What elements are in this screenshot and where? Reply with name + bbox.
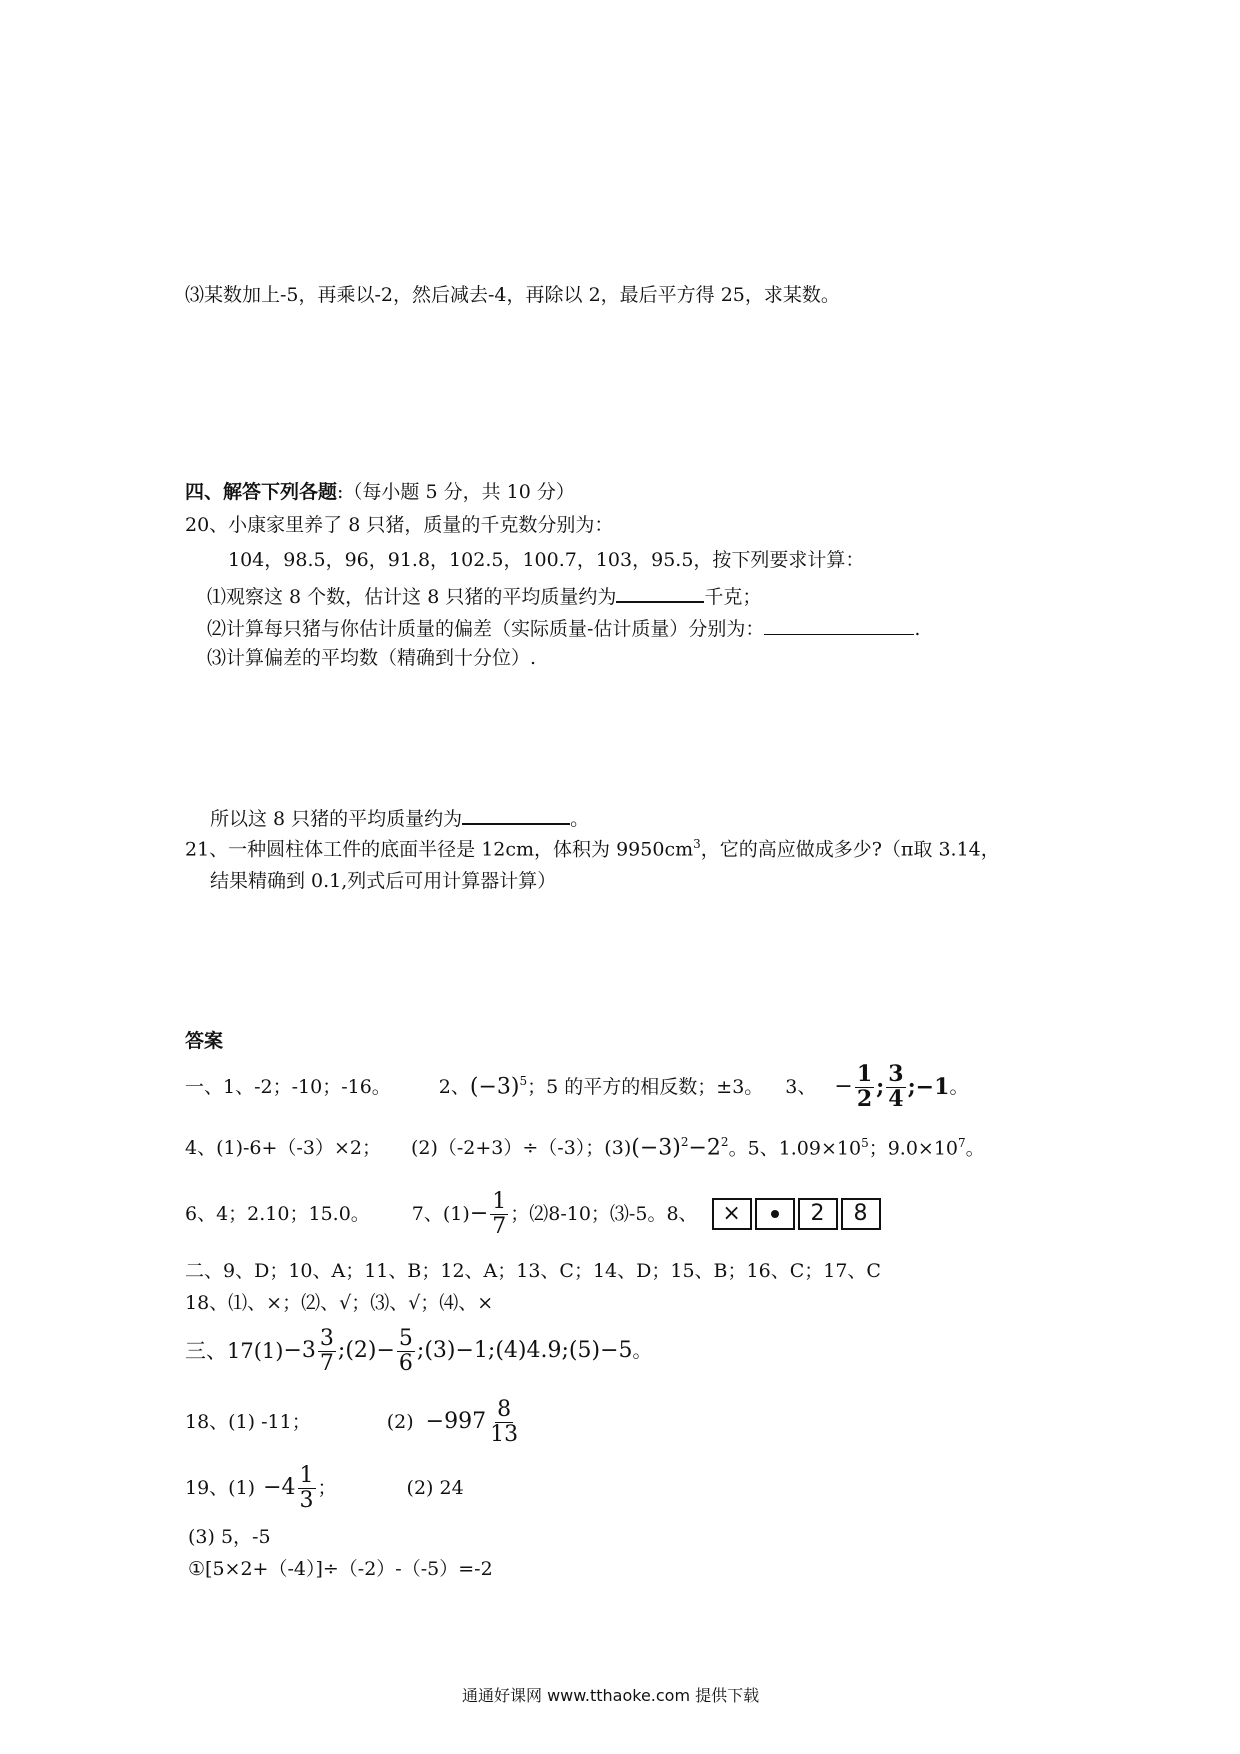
answer-18-2-fraction: $\frac{8}{13}$ — [490, 1397, 519, 1447]
answer-19-1-semi: ； — [317, 1476, 337, 1499]
answer-19-2: (2) 24 — [406, 1476, 464, 1499]
answer-7-fraction: $\frac{1}{7}$ — [492, 1189, 507, 1239]
question-20-part1 — [207, 583, 761, 607]
answer-18-judgement: 18、⑴、×；⑵、√；⑶、√；⑷、× — [185, 1292, 494, 1314]
answer-17-end: 。 — [632, 1339, 652, 1362]
question-20-data: 104，98.5，96，91.8，102.5，100.7，103，95.5，按下列要求计算： — [228, 549, 865, 571]
answer-4-expr: $(-3)^2-2^2$ — [631, 1135, 729, 1161]
key-multiply: × — [712, 1198, 752, 1230]
answer-18-1: 18、(1) -11； — [185, 1410, 311, 1433]
answer-1: 一、1、-2；-10；-16。 — [185, 1075, 391, 1098]
answer-3-fraction-1: $\frac{1}{2}$ — [856, 1061, 873, 1112]
answer-17-label: 三、17(1) — [185, 1338, 284, 1363]
answer-19-3: (3) 5，-5 — [188, 1526, 271, 1548]
answer-17-1-int: −3 — [283, 1338, 316, 1363]
answer-3-tail: ;−1 — [907, 1074, 950, 1100]
key-2: 2 — [798, 1198, 838, 1230]
answer-section-3 — [185, 1322, 652, 1380]
answer-19-1-int: −4 — [263, 1475, 296, 1500]
q21-text-a: 21、一种圆柱体工件的底面半径是 12cm，体积为 9950cm — [185, 838, 694, 861]
answer-7-label: 7、(1) — [411, 1202, 470, 1225]
answer-19-1-label: 19、(1) — [185, 1476, 256, 1499]
question-19-3: ⑶某数加上-5，再乘以-2，然后减去-4，再除以 2，最后平方得 25，求某数。 — [185, 284, 840, 306]
answer-18-2-label: (2) — [386, 1410, 414, 1433]
question-21-line2: 结果精确到 0.1,列式后可用计算器计算） — [210, 870, 557, 892]
question-20-stem: 20、小康家里养了 8 只猪，质量的千克数分别为： — [185, 514, 614, 536]
page-footer: 通通好课网 www.tthaoke.com 提供下载 — [462, 1686, 760, 1705]
answers-heading: 答案 — [185, 1030, 224, 1052]
section-4-header — [185, 483, 575, 502]
answer-3-sep: ; — [876, 1074, 885, 1100]
answer-line-1 — [185, 1062, 968, 1112]
question-20-conclusion — [210, 805, 589, 829]
q20-part1-unit: 千克； — [704, 586, 762, 608]
answer-19 — [185, 1460, 464, 1516]
answer-2-power: $(-3)^5$ — [469, 1074, 528, 1100]
answer-4-part2: (2)（-2+3）÷（-3）；(3) — [410, 1136, 632, 1159]
key-decimal-point — [755, 1198, 795, 1230]
question-20-part2 — [207, 616, 920, 639]
answer-19-3-expression: ①[5×2+（-4）]÷（-2）-（-5）=-2 — [188, 1558, 493, 1580]
answer-3-minus: − — [834, 1074, 853, 1099]
q21-superscript: 3 — [693, 837, 701, 851]
answer-line-6 — [185, 1186, 881, 1242]
section-4-title: 四、解答下列各题 — [185, 481, 338, 503]
answer-3-end: 。 — [949, 1075, 969, 1098]
key-8: 8 — [841, 1198, 881, 1230]
question-20-part3: ⑶计算偏差的平均数（精确到十分位）. — [207, 647, 537, 669]
q20-part2-text: ⑵计算每只猪与你估计质量的偏差（实际质量-估计质量）分别为： — [207, 618, 765, 640]
answer-8-keys — [712, 1198, 881, 1230]
q20-conclusion-text: 所以这 8 只猪的平均质量约为 — [210, 808, 463, 830]
answer-5: 。5、$1.09\times 10^5$；$9.0\times 10^7$。 — [728, 1136, 985, 1160]
answer-19-1-fraction: $\frac{1}{3}$ — [299, 1463, 314, 1513]
answer-17-1-fraction: $\frac{3}{7}$ — [319, 1326, 334, 1376]
q20-conclusion-end: 。 — [570, 808, 590, 830]
answer-2-label: 2、 — [438, 1075, 470, 1098]
answer-17-2-label: ;(2) — [337, 1338, 377, 1363]
q20-part2-blank — [764, 616, 914, 635]
q20-part1-blank — [616, 583, 704, 603]
section-4-note: :（每小题 5 分，共 10 分） — [337, 481, 575, 503]
answer-17-2-minus: − — [376, 1338, 395, 1363]
answer-3-label: 3、 — [785, 1075, 817, 1098]
answer-7-text: ；⑵8-10；⑶-5。8、 — [510, 1202, 698, 1225]
answer-line-4 — [185, 1128, 985, 1168]
answer-17-rest: ;(3)−1;(4)4.9;(5)−5 — [416, 1338, 633, 1363]
answer-7-minus: − — [469, 1201, 489, 1226]
q20-part1-text: ⑴观察这 8 个数，估计这 8 只猪的平均质量约为 — [207, 586, 617, 608]
answer-6: 6、4；2.10；15.0。 — [185, 1202, 370, 1225]
answer-4-part1: 4、(1)-6+（-3）×2； — [185, 1136, 381, 1159]
q21-text-b: ，它的高应做成多少?（π取 3.14， — [700, 838, 1000, 861]
q20-conclusion-blank — [462, 805, 570, 825]
answer-2-text: ；5 的平方的相反数；±3。 — [527, 1075, 764, 1098]
q20-part2-end: . — [914, 618, 921, 640]
answer-18-2-int: −997 — [425, 1409, 487, 1434]
answer-section-2: 二、9、D；10、A；11、B；12、A；13、C；14、D；15、B；16、C；17、C — [185, 1260, 881, 1282]
answer-18-calc — [185, 1394, 522, 1450]
answer-3-fraction-2: $\frac{3}{4}$ — [888, 1061, 904, 1112]
answer-17-2-fraction: $\frac{5}{6}$ — [398, 1326, 413, 1376]
question-21-line1 — [185, 838, 1000, 859]
